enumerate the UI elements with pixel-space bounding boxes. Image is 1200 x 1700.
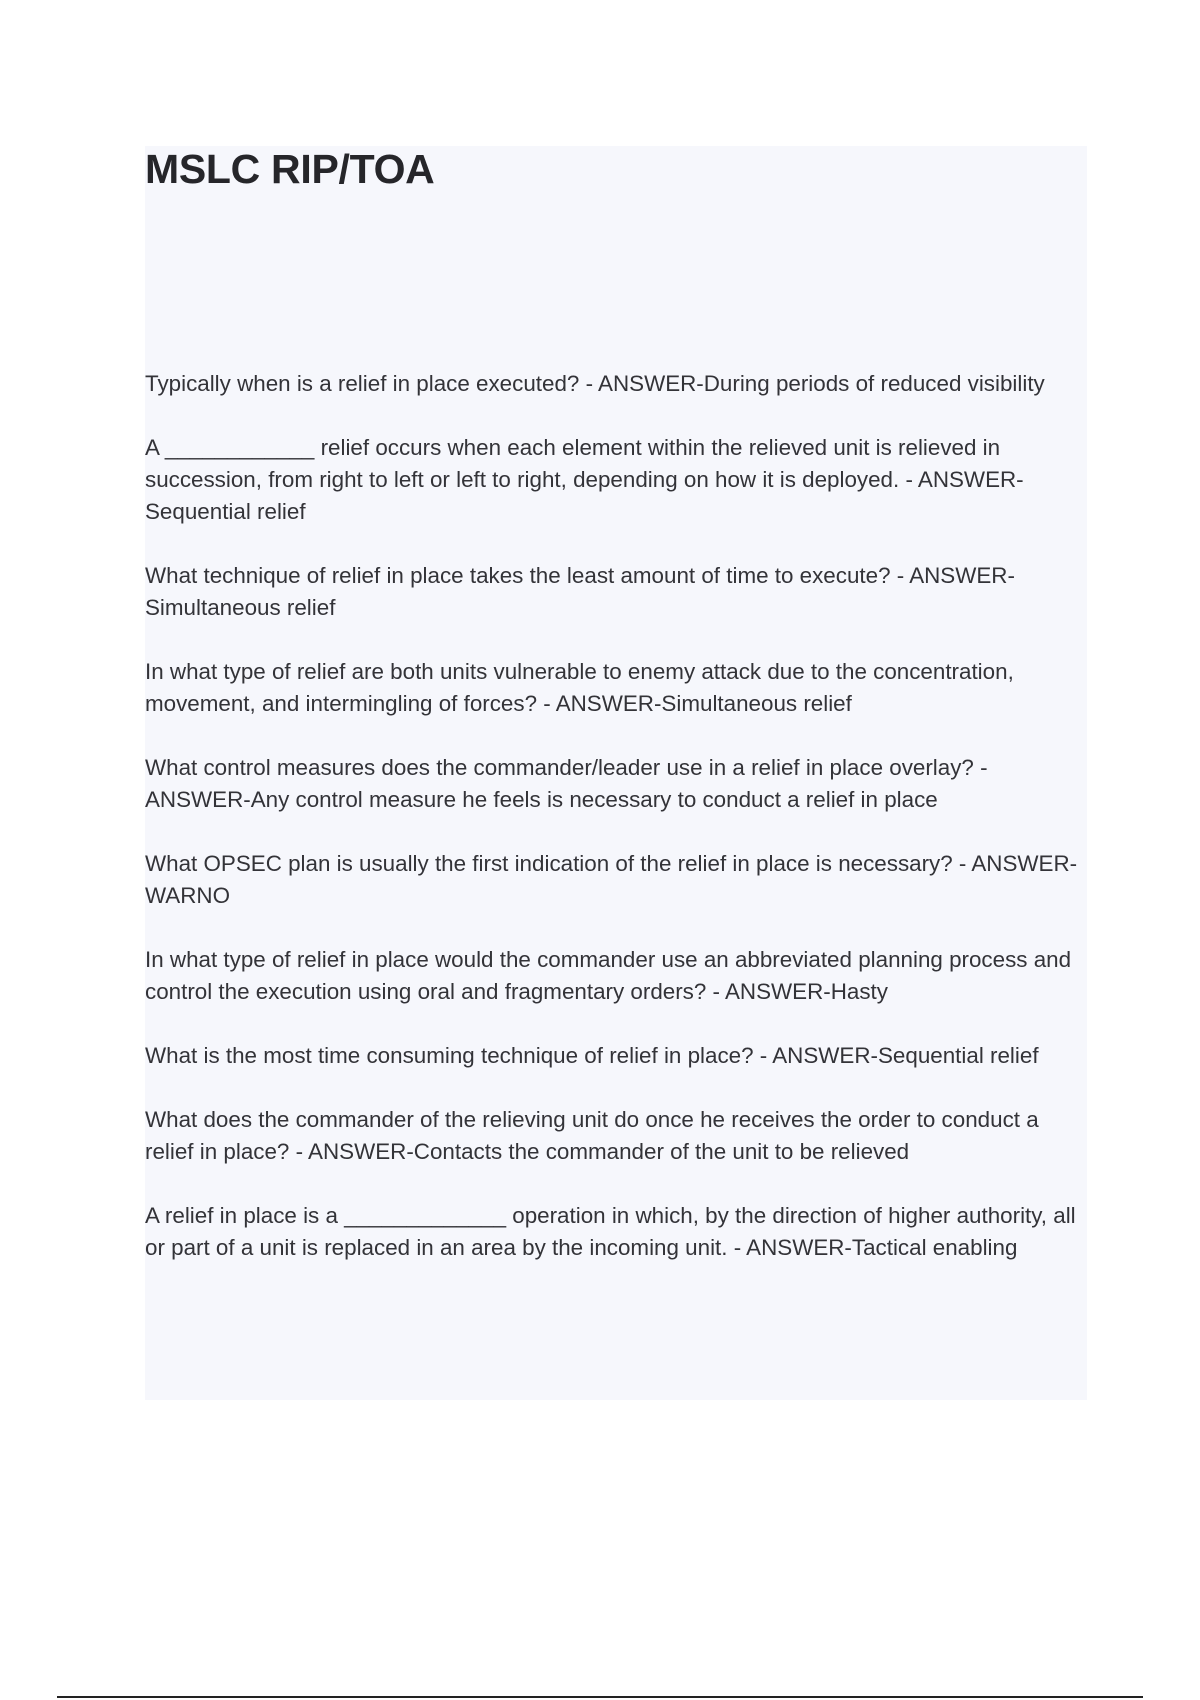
- qa-item: What OPSEC plan is usually the first indication of the relief in place is necessary? - ANSWER-WARNO: [145, 851, 1078, 908]
- qa-item: In what type of relief in place would the commander use an abbreviated planning process and control the execution using oral and fragmentary orders? - ANSWER-Hasty: [145, 947, 1072, 1004]
- qa-item: In what type of relief are both units vulnerable to enemy attack due to the concentration, movement, and intermingling of forces? - ANSWER-Simultaneous relief: [145, 659, 1014, 716]
- qa-item: A relief in place is a _____________ operation in which, by the direction of higher authority, all or part of a unit is replaced in an area by the incoming unit. - ANSWER-Tactical enabling: [145, 1203, 1076, 1260]
- qa-item: What is the most time consuming technique of relief in place? - ANSWER-Sequential relief: [145, 1043, 1039, 1068]
- footer-divider: [57, 1696, 1143, 1698]
- qa-item: A ____________ relief occurs when each element within the relieved unit is relieved in succession, from right to left or left to right, depending on how it is deployed. - ANSWER-Sequential relief: [145, 435, 1024, 524]
- qa-item: What technique of relief in place takes the least amount of time to execute? - ANSWER-Simultaneous relief: [145, 563, 1015, 620]
- qa-list: [145, 368, 1093, 1296]
- qa-item: Typically when is a relief in place executed? - ANSWER-During periods of reduced visibility: [145, 371, 1045, 396]
- qa-item: What does the commander of the relieving unit do once he receives the order to conduct a relief in place? - ANSWER-Contacts the commander of the unit to be relieved: [145, 1107, 1039, 1164]
- qa-item: What control measures does the commander/leader use in a relief in place overlay? - ANSWER-Any control measure he feels is necessary to conduct a relief in place: [145, 755, 988, 812]
- page-title: MSLC RIP/TOA: [145, 146, 435, 192]
